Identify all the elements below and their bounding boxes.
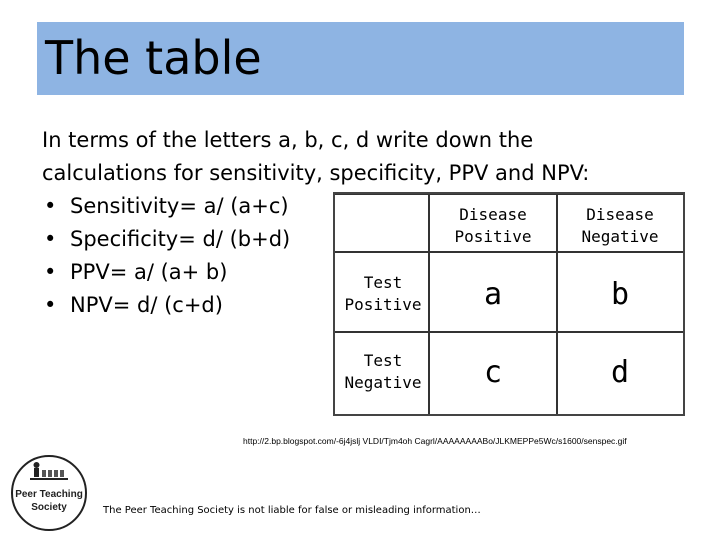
bullet-icon: • [44,194,57,218]
intro-line-2: calculations for sensitivity, specificity, PPV and NPV: [42,161,590,185]
bullet-icon: • [44,293,57,317]
cell-d: d [610,355,630,390]
row-header-test-negative-line1: Test [363,351,403,370]
peer-teaching-society-logo [10,454,88,532]
cell-c: c [483,355,503,390]
col-header-disease-negative-line2: Negative [581,227,659,246]
col-header-disease-positive-line2: Positive [454,227,532,246]
source-url: http://2.bp.blogspot.com/-6j4jslj VLDI/Tjm4oh Cagrl/AAAAAAAABo/JLKMEPPe5Wc/s1600/senspec.gif [243,436,627,446]
bullet-icon: • [44,260,57,284]
bullet-icon: • [44,227,57,251]
logo-icon [10,454,88,532]
col-header-disease-positive-line1: Disease [459,205,527,224]
title-bar [37,22,684,95]
row-header-test-positive-line1: Test [363,273,403,292]
cell-a: a [483,277,503,312]
row-header-test-negative-line2: Negative [344,373,422,392]
cell-b: b [610,277,630,312]
logo-text-line1: Peer Teaching [15,489,83,500]
logo-text-line2: Society [31,502,67,513]
intro-line-1: In terms of the letters a, b, c, d write down the [42,128,534,152]
contingency-table [335,194,683,414]
sensitivity-formula: Sensitivity= a/ (a+c) [70,194,289,218]
specificity-formula: Specificity= d/ (b+d) [70,227,291,251]
col-header-disease-negative-line1: Disease [586,205,654,224]
slide-title: The table [45,31,262,85]
intro-text [42,124,682,190]
contingency-table-image [333,192,685,416]
row-header-test-positive-line2: Positive [344,295,422,314]
ppv-formula: PPV= a/ (a+ b) [70,260,228,284]
disclaimer-text: The Peer Teaching Society is not liable for false or misleading information… [103,505,481,516]
npv-formula: NPV= d/ (c+d) [70,293,223,317]
